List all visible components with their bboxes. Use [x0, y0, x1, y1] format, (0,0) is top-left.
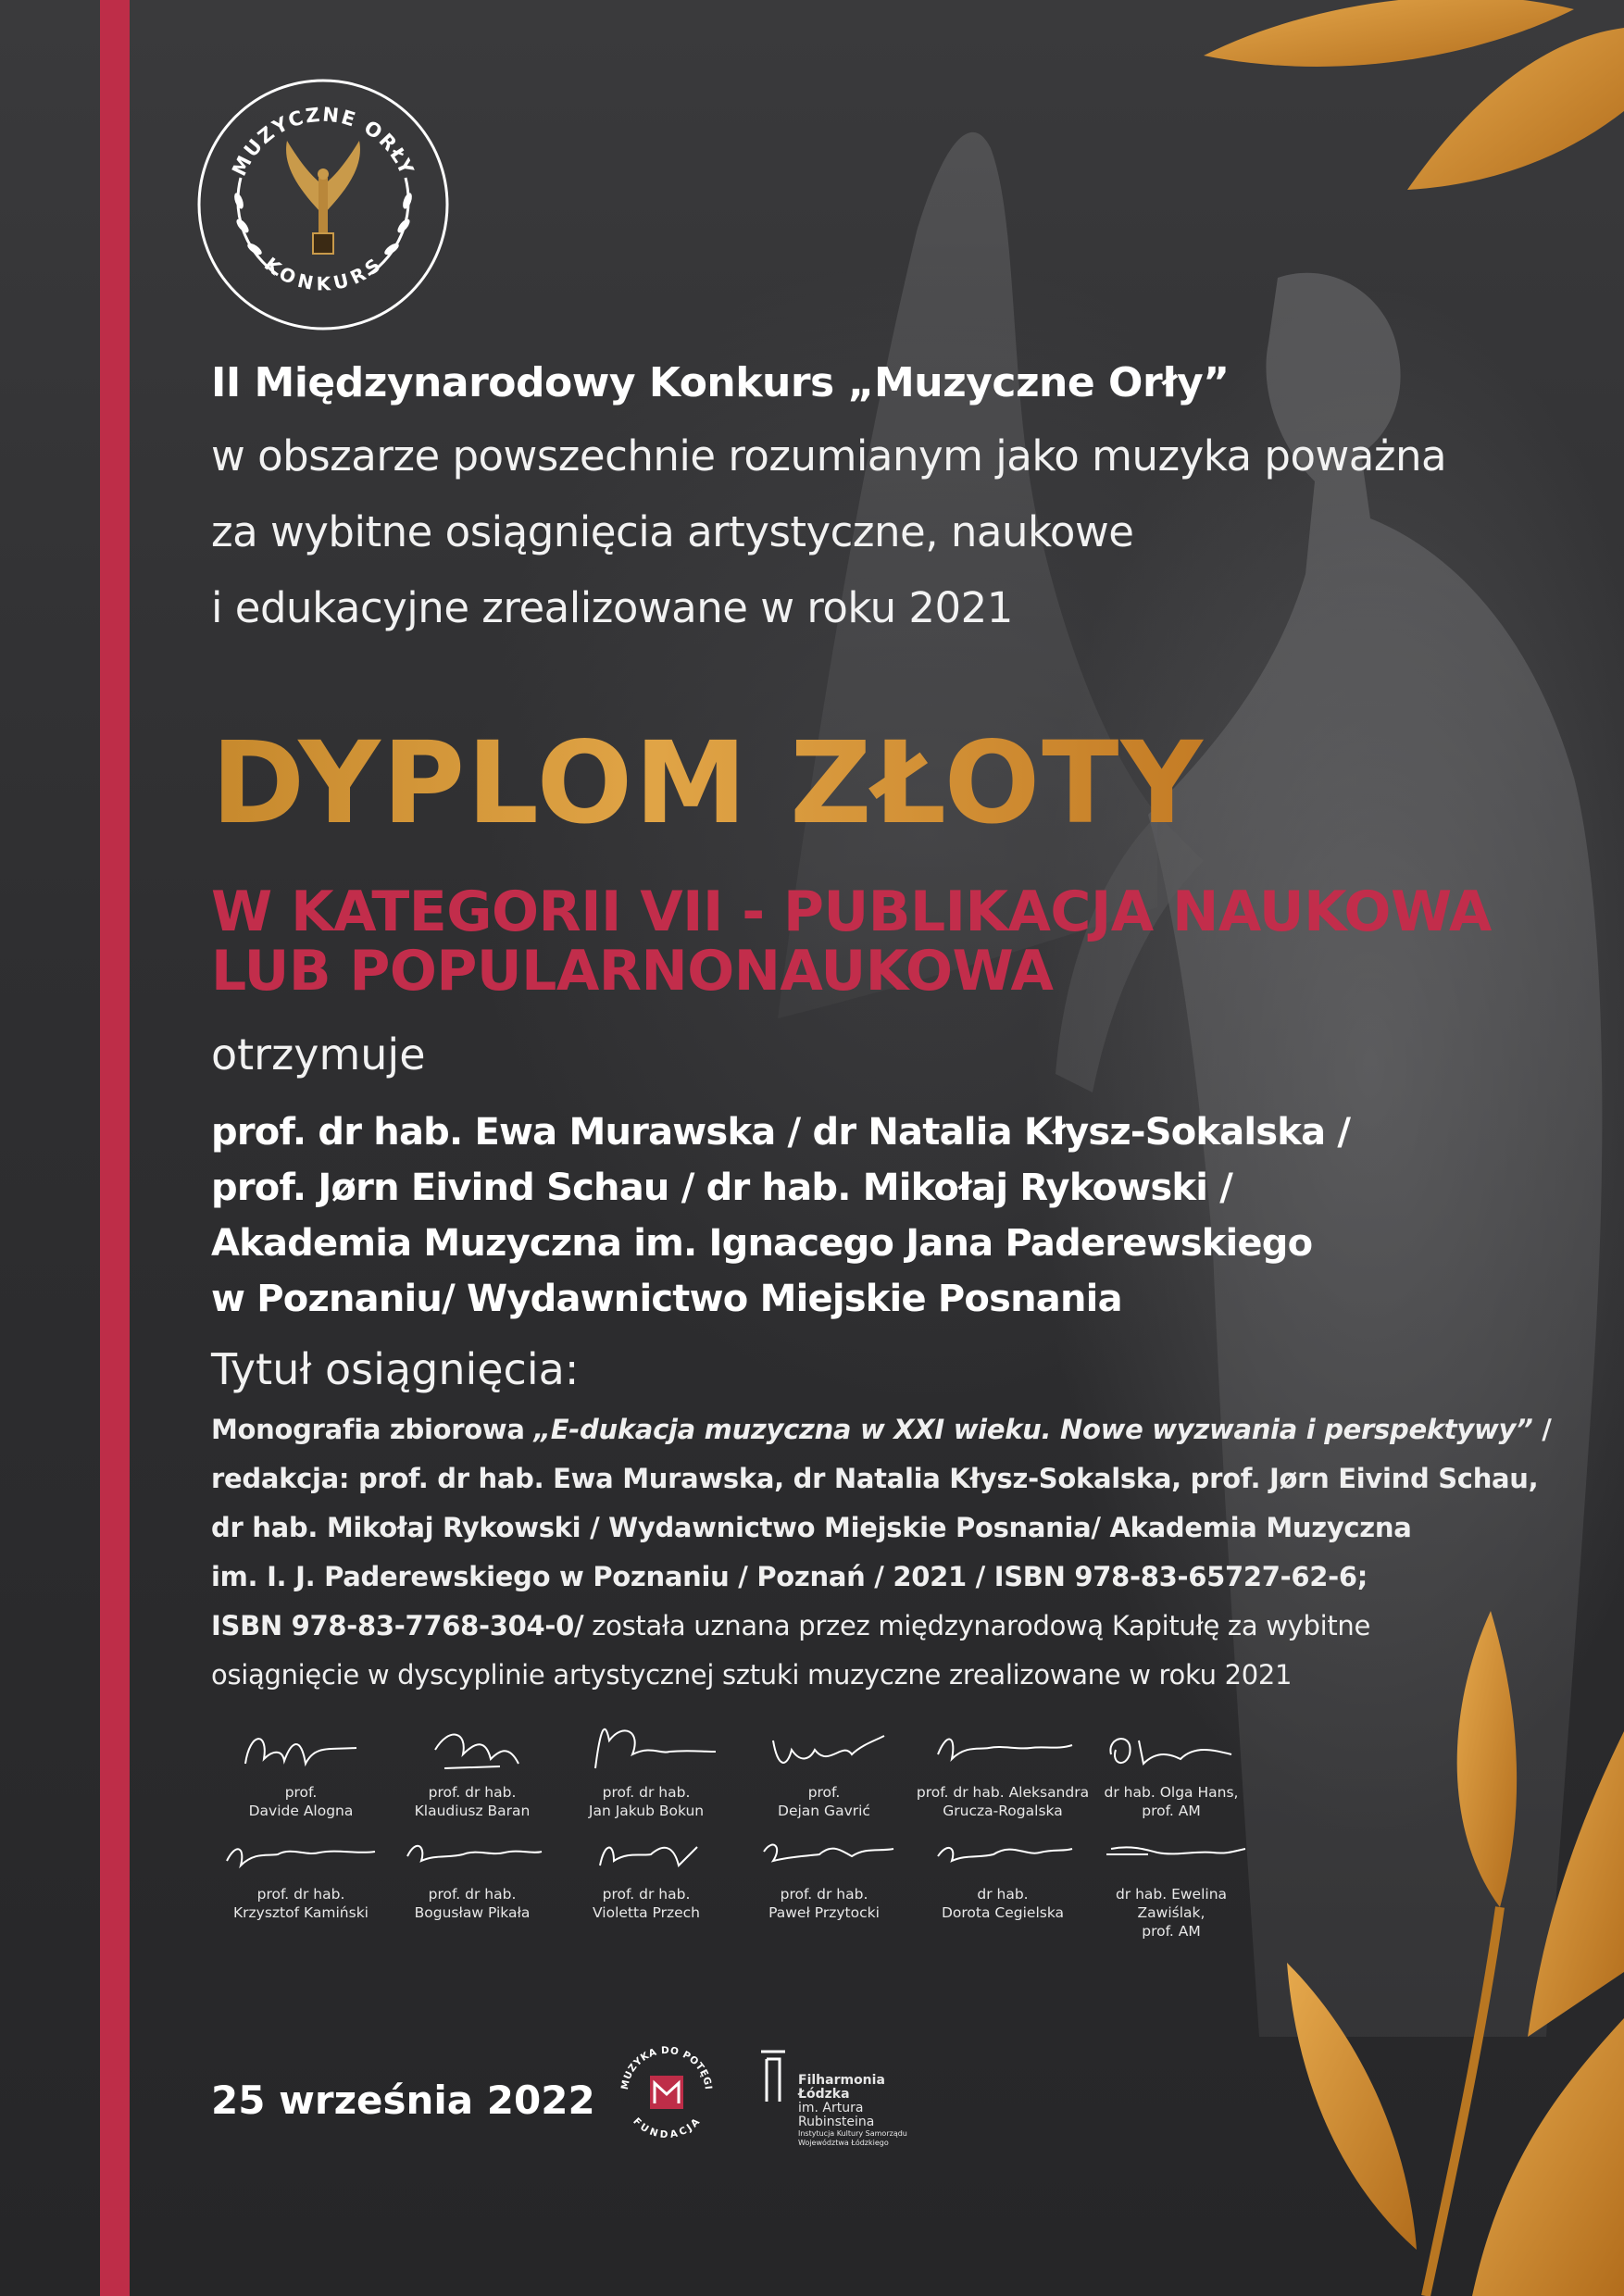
- signature-image: [227, 1722, 375, 1778]
- signature-image: [572, 1828, 720, 1879]
- subtitle-line: w obszarze powszechnie rozumianym jako muzyka poważna: [211, 431, 1447, 480]
- signatory-name: Violetta Przech: [593, 1904, 700, 1921]
- signatory-name: prof. AM: [1142, 1803, 1201, 1819]
- svg-text:MUZYCZNE ORŁY: [228, 104, 418, 180]
- achievement-suffix: /: [1532, 1414, 1552, 1445]
- signature-block: [213, 1828, 389, 1922]
- signature-block: [384, 1828, 560, 1922]
- signatory-title: dr hab. Ewelina Zawiślak,: [1115, 1886, 1228, 1921]
- competition-seal-logo: [194, 76, 452, 333]
- signatory-name: Krzysztof Kamiński: [233, 1904, 369, 1921]
- philharmonic-line: Województwa Łódzkiego: [798, 2139, 889, 2147]
- signatory-title: prof. dr hab.: [256, 1886, 345, 1903]
- signature-block: [736, 1828, 912, 1922]
- achievement-prefix: Monografia zbiorowa: [211, 1414, 534, 1445]
- signature-block: [736, 1722, 912, 1820]
- signatory-name: Paweł Przytocki: [768, 1904, 880, 1921]
- signatory-title: prof. dr hab.: [780, 1886, 868, 1903]
- philharmonic-name: [798, 2074, 907, 2148]
- signatory-title: prof. dr hab.: [602, 1886, 691, 1903]
- signatory-name: Davide Alogna: [248, 1803, 354, 1819]
- achievement-line: [211, 1463, 1538, 1494]
- achievement-line: [211, 1512, 1412, 1543]
- philharmonic-line: Instytucja Kultury Samorządu: [798, 2129, 907, 2138]
- signature-image: [924, 1828, 1081, 1879]
- svg-text:FUNDACJA: [631, 2115, 703, 2140]
- recipient-line: prof. Jørn Eivind Schau / dr hab. Mikołaj Rykowski /: [211, 1167, 1233, 1209]
- philharmonic-line: im. Artura: [798, 2101, 864, 2115]
- achievement-line: [211, 1414, 1552, 1445]
- signatory-title: prof.: [284, 1784, 318, 1801]
- signatory-name: Dorota Cegielska: [941, 1904, 1065, 1921]
- signature-block: [1083, 1828, 1259, 1940]
- signatory-title: prof.: [807, 1784, 841, 1801]
- signatory-title: prof. dr hab.: [428, 1784, 517, 1801]
- achievement-text: dr hab. Mikołaj Rykowski / Wydawnictwo Miejskie Posnania/ Akademia Muzyczna: [211, 1512, 1412, 1543]
- signatory-title: prof. dr hab.: [602, 1784, 691, 1801]
- subtitle-line: za wybitne osiągnięcia artystyczne, naukowe: [211, 507, 1134, 556]
- diploma-date: 25 września 2022: [211, 2078, 595, 2123]
- signatory-name: Jan Jakub Bokun: [588, 1803, 705, 1819]
- signature-image: [1093, 1828, 1250, 1879]
- signatory-name: Dejan Gavrić: [778, 1803, 870, 1819]
- svg-text:KONKURS: [260, 253, 386, 294]
- achievement-line: [211, 1610, 1370, 1641]
- foundation-bottom-text: FUNDACJA: [631, 2115, 703, 2141]
- seal-top-text: MUZYCZNE ORŁY: [228, 103, 418, 180]
- signatory-name: Klaudiusz Baran: [414, 1803, 531, 1819]
- event-title: II Międzynarodowy Konkurs „Muzyczne Orły”: [211, 359, 1230, 406]
- recipient-line: Akademia Muzyczna im. Ignacego Jana Paderewskiego: [211, 1222, 1313, 1265]
- signature-block: [558, 1713, 734, 1820]
- achievement-text: została uznana przez międzynarodową Kapitułę za wybitne: [583, 1610, 1371, 1641]
- signature-block: [915, 1828, 1091, 1922]
- signatory-name: Grucza-Rogalska: [943, 1803, 1063, 1819]
- signature-block: [558, 1828, 734, 1922]
- signature-block: [213, 1722, 389, 1820]
- isbn-text: ISBN 978-83-7768-304-0/: [211, 1610, 584, 1641]
- signatory-title: prof. dr hab. Aleksandra: [916, 1784, 1090, 1801]
- signature-block: [384, 1722, 560, 1820]
- achievement-label: Tytuł osiągnięcia:: [211, 1344, 580, 1394]
- achievement-text: redakcja: prof. dr hab. Ewa Murawska, dr Natalia Kłysz-Sokalska, prof. Jørn Eivind Schau,: [211, 1463, 1539, 1494]
- seal-bottom-text: KONKURS: [260, 253, 386, 295]
- signatory-title: dr hab. Olga Hans,: [1104, 1784, 1239, 1801]
- signature-image: [398, 1722, 546, 1778]
- signatory-name: Bogusław Pikała: [414, 1904, 531, 1921]
- signature-image: [750, 1722, 898, 1778]
- signature-block: [1083, 1722, 1259, 1820]
- recipient-line: prof. dr hab. Ewa Murawska / dr Natalia Kłysz-Sokalska /: [211, 1111, 1351, 1154]
- signature-image: [218, 1828, 384, 1879]
- signatory-title: prof. dr hab.: [428, 1886, 517, 1903]
- signature-image: [924, 1722, 1081, 1778]
- signature-image: [568, 1713, 725, 1778]
- subtitle-line: i edukacyjne zrealizowane w roku 2021: [211, 583, 1013, 632]
- foundation-top-text: MUZYKA DO POTĘGI: [618, 2044, 714, 2091]
- foundation-logo: [611, 2037, 722, 2148]
- philharmonic-line: Filharmonia: [798, 2073, 885, 2088]
- diploma-title: DYPLOM ZŁOTY: [211, 718, 1205, 849]
- achievement-text: im. I. J. Paderewskiego w Poznaniu / Poznań / 2021 / ISBN 978-83-65727-62-6;: [211, 1561, 1368, 1592]
- signature-block: [915, 1722, 1091, 1820]
- signature-image: [1093, 1722, 1250, 1778]
- recipient-line: w Poznaniu/ Wydawnictwo Miejskie Posnania: [211, 1278, 1122, 1320]
- philharmonic-line: Łódzka: [798, 2087, 850, 2102]
- publication-title: „E-dukacja muzyczna w XXI wieku. Nowe wyzwania i perspektywy”: [533, 1414, 1533, 1445]
- recipient-label: otrzymuje: [211, 1029, 426, 1079]
- category-line: W KATEGORII VII - PUBLIKACJA NAUKOWA: [211, 880, 1492, 944]
- red-side-bar: [100, 0, 130, 2296]
- signature-image: [394, 1828, 551, 1879]
- philharmonic-line: Rubinsteina: [798, 2115, 875, 2129]
- signature-image: [745, 1828, 903, 1879]
- signatory-name: prof. AM: [1142, 1923, 1201, 1940]
- signatory-title: dr hab.: [977, 1886, 1029, 1903]
- category-line: LUB POPULARNONAUKOWA: [211, 939, 1054, 1004]
- achievement-line: [211, 1561, 1368, 1592]
- achievement-line: osiągnięcie w dyscyplinie artystycznej sztuki muzyczne zrealizowane w roku 2021: [211, 1659, 1293, 1691]
